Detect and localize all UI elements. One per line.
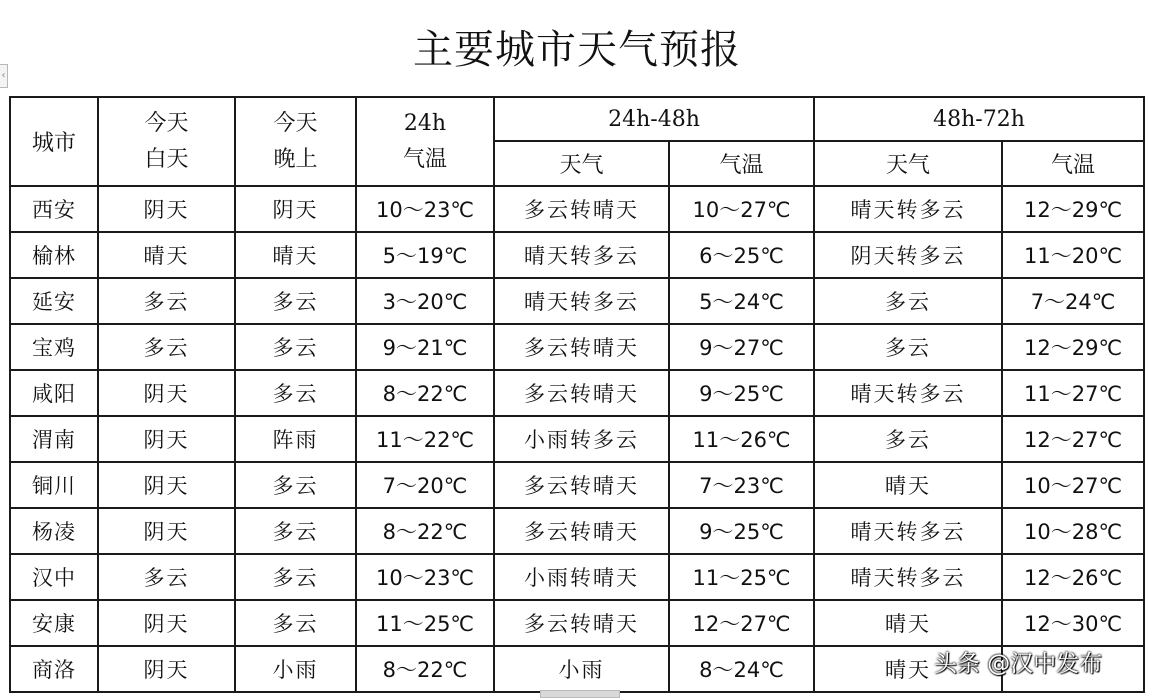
- cell-temp-24h: 9～21℃: [356, 324, 494, 370]
- cell-city: 榆林: [10, 232, 98, 278]
- cell-temp-48h: 9～25℃: [669, 370, 814, 416]
- cell-city: 汉中: [10, 554, 98, 600]
- cell-tonight: 多云: [235, 370, 356, 416]
- page-title: 主要城市天气预报: [413, 27, 741, 73]
- cell-weather-48h: 多云转晴天: [494, 462, 669, 508]
- header-weather-72: 天气: [814, 141, 1002, 186]
- cell-today-day: 阴天: [98, 508, 235, 554]
- cell-temp-72h: 11～20℃: [1002, 232, 1144, 278]
- header-temp-72: 气温: [1002, 141, 1144, 186]
- cell-tonight: 多云: [235, 600, 356, 646]
- header-temp-48: 气温: [669, 141, 814, 186]
- table-row: [10, 508, 1144, 554]
- cell-weather-72h: 多云: [814, 278, 1002, 324]
- cell-temp-48h: 6～25℃: [669, 232, 814, 278]
- table-row: [10, 186, 1144, 232]
- cell-temp-48h: 7～23℃: [669, 462, 814, 508]
- table-row: [10, 370, 1144, 416]
- cell-city: 渭南: [10, 416, 98, 462]
- cell-weather-48h: 多云转晴天: [494, 324, 669, 370]
- cell-weather-48h: 小雨转晴天: [494, 554, 669, 600]
- cell-today-day: 多云: [98, 278, 235, 324]
- cell-temp-72h: 10～28℃: [1002, 508, 1144, 554]
- cell-city: 宝鸡: [10, 324, 98, 370]
- cell-temp-72h: 12～27℃: [1002, 416, 1144, 462]
- cell-temp-48h: 11～25℃: [669, 554, 814, 600]
- cell-temp-24h: 11～22℃: [356, 416, 494, 462]
- cell-city: 杨凌: [10, 508, 98, 554]
- cell-tonight: 阴天: [235, 186, 356, 232]
- cell-temp-24h: 8～22℃: [356, 646, 494, 692]
- cell-temp-72h: 12～26℃: [1002, 554, 1144, 600]
- cell-weather-72h: 多云: [814, 416, 1002, 462]
- cell-temp-72h: 12～29℃: [1002, 324, 1144, 370]
- cell-city: 咸阳: [10, 370, 98, 416]
- cell-temp-24h: 5～19℃: [356, 232, 494, 278]
- cell-city: 商洛: [10, 646, 98, 692]
- header-tonight: 今天 晚上: [235, 97, 356, 186]
- cell-temp-72h: 12～29℃: [1002, 186, 1144, 232]
- cell-today-day: 阴天: [98, 186, 235, 232]
- cell-tonight: 阵雨: [235, 416, 356, 462]
- cell-weather-48h: 多云转晴天: [494, 370, 669, 416]
- collapse-handle-icon[interactable]: ‹: [0, 64, 8, 88]
- weather-forecast-table: [9, 96, 1145, 693]
- table-row: [10, 278, 1144, 324]
- cell-tonight: 多云: [235, 508, 356, 554]
- cell-temp-24h: 7～20℃: [356, 462, 494, 508]
- table-row: [10, 416, 1144, 462]
- cell-temp-24h: 10～23℃: [356, 554, 494, 600]
- cell-temp-24h: 3～20℃: [356, 278, 494, 324]
- cell-weather-48h: 小雨转多云: [494, 416, 669, 462]
- header-24h-48h: 24h-48h: [494, 97, 814, 141]
- cell-weather-48h: 多云转晴天: [494, 186, 669, 232]
- table-row: [10, 232, 1144, 278]
- cell-temp-48h: 8～24℃: [669, 646, 814, 692]
- cell-weather-72h: 晴天: [814, 646, 1002, 692]
- cell-weather-48h: 小雨: [494, 646, 669, 692]
- cell-tonight: 多云: [235, 462, 356, 508]
- table-row: [10, 600, 1144, 646]
- cell-weather-72h: 晴天: [814, 600, 1002, 646]
- cell-temp-48h: 12～27℃: [669, 600, 814, 646]
- cell-today-day: 多云: [98, 324, 235, 370]
- header-weather-48: 天气: [494, 141, 669, 186]
- cell-temp-24h: 10～23℃: [356, 186, 494, 232]
- cell-temp-24h: 11～25℃: [356, 600, 494, 646]
- header-today-day: 今天 白天: [98, 97, 235, 186]
- cell-temp-24h: 8～22℃: [356, 370, 494, 416]
- cell-weather-48h: 晴天转多云: [494, 232, 669, 278]
- cell-city: 延安: [10, 278, 98, 324]
- cell-today-day: 阴天: [98, 646, 235, 692]
- table-row: [10, 554, 1144, 600]
- cell-temp-48h: 9～27℃: [669, 324, 814, 370]
- cell-today-day: 阴天: [98, 416, 235, 462]
- horizontal-scrollbar[interactable]: [540, 690, 620, 698]
- cell-temp-24h: 8～22℃: [356, 508, 494, 554]
- cell-today-day: 阴天: [98, 600, 235, 646]
- cell-weather-72h: 多云: [814, 324, 1002, 370]
- cell-weather-72h: 阴天转多云: [814, 232, 1002, 278]
- cell-weather-72h: 晴天转多云: [814, 370, 1002, 416]
- cell-tonight: 小雨: [235, 646, 356, 692]
- cell-weather-72h: 晴天转多云: [814, 554, 1002, 600]
- cell-today-day: 多云: [98, 554, 235, 600]
- table-row: [10, 462, 1144, 508]
- cell-city: 安康: [10, 600, 98, 646]
- cell-temp-48h: 10～27℃: [669, 186, 814, 232]
- cell-weather-48h: 多云转晴天: [494, 600, 669, 646]
- cell-weather-72h: 晴天转多云: [814, 186, 1002, 232]
- cell-temp-72h: 10～27℃: [1002, 462, 1144, 508]
- cell-temp-48h: 5～24℃: [669, 278, 814, 324]
- cell-temp-48h: 9～25℃: [669, 508, 814, 554]
- cell-temp-72h: 12～30℃: [1002, 600, 1144, 646]
- cell-today-day: 晴天: [98, 232, 235, 278]
- cell-tonight: 晴天: [235, 232, 356, 278]
- header-24h-temp: 24h 气温: [356, 97, 494, 186]
- cell-tonight: 多云: [235, 554, 356, 600]
- cell-city: 西安: [10, 186, 98, 232]
- cell-today-day: 阴天: [98, 370, 235, 416]
- cell-tonight: 多云: [235, 278, 356, 324]
- cell-temp-72h: 7～24℃: [1002, 278, 1144, 324]
- cell-weather-72h: 晴天: [814, 462, 1002, 508]
- watermark: 头条 @汉中发布: [934, 651, 1103, 677]
- cell-temp-72h: 11～27℃: [1002, 370, 1144, 416]
- header-city: 城市: [10, 97, 98, 186]
- cell-temp-48h: 11～26℃: [669, 416, 814, 462]
- header-48h-72h: 48h-72h: [814, 97, 1144, 141]
- cell-weather-48h: 晴天转多云: [494, 278, 669, 324]
- cell-weather-48h: 多云转晴天: [494, 508, 669, 554]
- cell-weather-72h: 晴天转多云: [814, 508, 1002, 554]
- cell-tonight: 多云: [235, 324, 356, 370]
- cell-today-day: 阴天: [98, 462, 235, 508]
- table-row: [10, 324, 1144, 370]
- cell-city: 铜川: [10, 462, 98, 508]
